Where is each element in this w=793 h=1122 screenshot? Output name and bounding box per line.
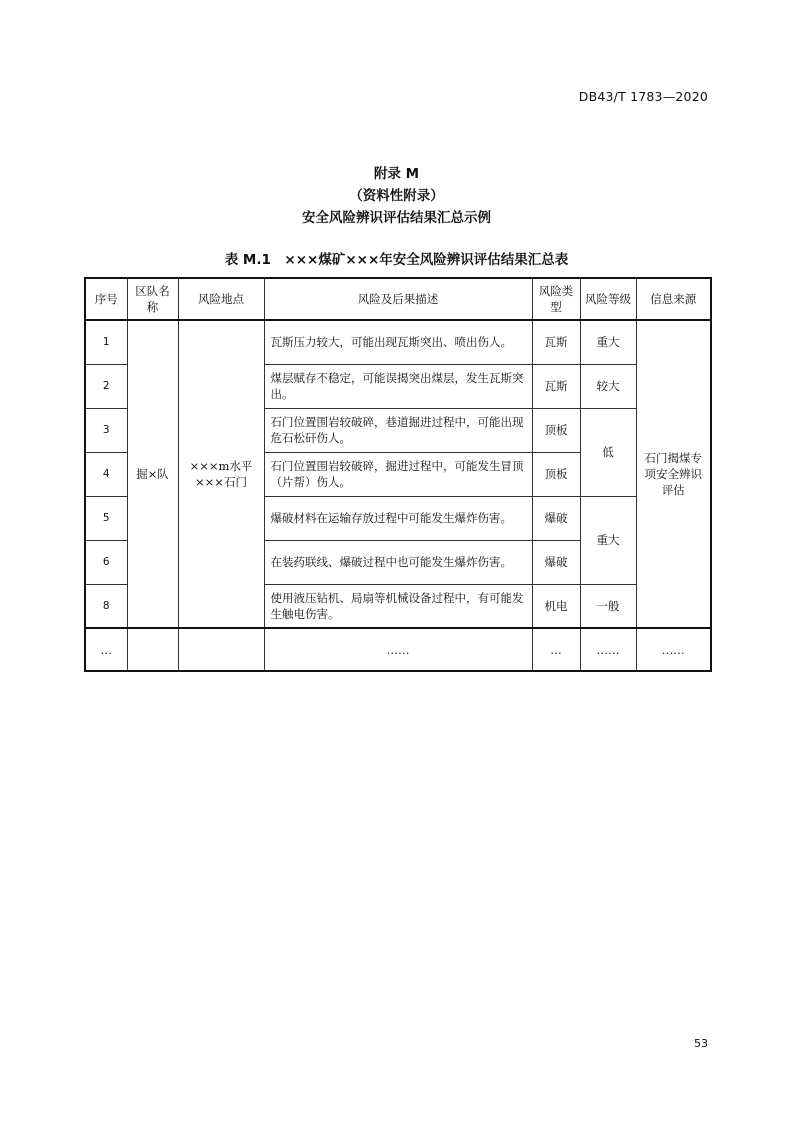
- row-risk-type: 瓦斯: [532, 320, 580, 364]
- row-risk-type: 瓦斯: [532, 364, 580, 408]
- appendix-name: 安全风险辨识评估结果汇总示例: [302, 210, 491, 226]
- risk-summary-table: [84, 277, 712, 672]
- row-risk-type: 顶板: [532, 452, 580, 496]
- ellipsis-seq: …: [85, 628, 127, 671]
- header-description: 风险及后果描述: [264, 278, 532, 320]
- row-risk-type: 爆破: [532, 540, 580, 584]
- table-row-ellipsis: [85, 628, 711, 671]
- row-risk-type: 机电: [532, 584, 580, 628]
- row-risk-level: 重大: [580, 320, 636, 364]
- row-description: 石门位置围岩较破碎，巷道掘进过程中，可能出现危石松矸伤人。: [264, 408, 532, 452]
- team-cell: 掘×队: [127, 320, 178, 628]
- row-seq: 5: [85, 496, 127, 540]
- row-description: 爆破材料在运输存放过程中可能发生爆炸伤害。: [264, 496, 532, 540]
- row-risk-level: 重大: [580, 496, 636, 584]
- row-description: 在装药联线、爆破过程中也可能发生爆炸伤害。: [264, 540, 532, 584]
- row-risk-level: 低: [580, 408, 636, 496]
- ellipsis-risk-type: …: [532, 628, 580, 671]
- row-seq: 4: [85, 452, 127, 496]
- row-description: 使用液压钻机、局扇等机械设备过程中，有可能发生触电伤害。: [264, 584, 532, 628]
- header-seq: 序号: [85, 278, 127, 320]
- row-description: 煤层赋存不稳定，可能误揭突出煤层，发生瓦斯突出。: [264, 364, 532, 408]
- header-risk-type: 风险类型: [532, 278, 580, 320]
- row-seq: 2: [85, 364, 127, 408]
- row-seq: 3: [85, 408, 127, 452]
- ellipsis-risk-level: ……: [580, 628, 636, 671]
- page-number: 53: [694, 1037, 708, 1050]
- info-source-cell: 石门揭煤专项安全辨识评估: [636, 320, 711, 628]
- ellipsis-info-source: ……: [636, 628, 711, 671]
- table-row: [85, 320, 711, 364]
- row-description: 瓦斯压力较大，可能出现瓦斯突出、喷出伤人。: [264, 320, 532, 364]
- header-location: 风险地点: [178, 278, 264, 320]
- row-seq: 6: [85, 540, 127, 584]
- location-cell: ×××m水平×××石门: [178, 320, 264, 628]
- ellipsis-description: ……: [264, 628, 532, 671]
- row-risk-level: 较大: [580, 364, 636, 408]
- header-risk-level: 风险等级: [580, 278, 636, 320]
- header-team: 区队名称: [127, 278, 178, 320]
- header-info-source: 信息来源: [636, 278, 711, 320]
- ellipsis-location: [178, 628, 264, 671]
- table-caption: 表 M.1 ×××煤矿×××年安全风险辨识评估结果汇总表: [224, 252, 569, 268]
- appendix-nature: （资料性附录）: [349, 188, 444, 204]
- ellipsis-team: [127, 628, 178, 671]
- row-seq: 8: [85, 584, 127, 628]
- appendix-title: 附录 M: [373, 166, 420, 182]
- row-seq: 1: [85, 320, 127, 364]
- row-risk-type: 顶板: [532, 408, 580, 452]
- row-risk-level: 一般: [580, 584, 636, 628]
- document-code: DB43/T 1783—2020: [578, 89, 708, 104]
- table-header-row: [85, 278, 711, 320]
- row-description: 石门位置围岩较破碎，掘进过程中，可能发生冒顶（片帮）伤人。: [264, 452, 532, 496]
- row-risk-type: 爆破: [532, 496, 580, 540]
